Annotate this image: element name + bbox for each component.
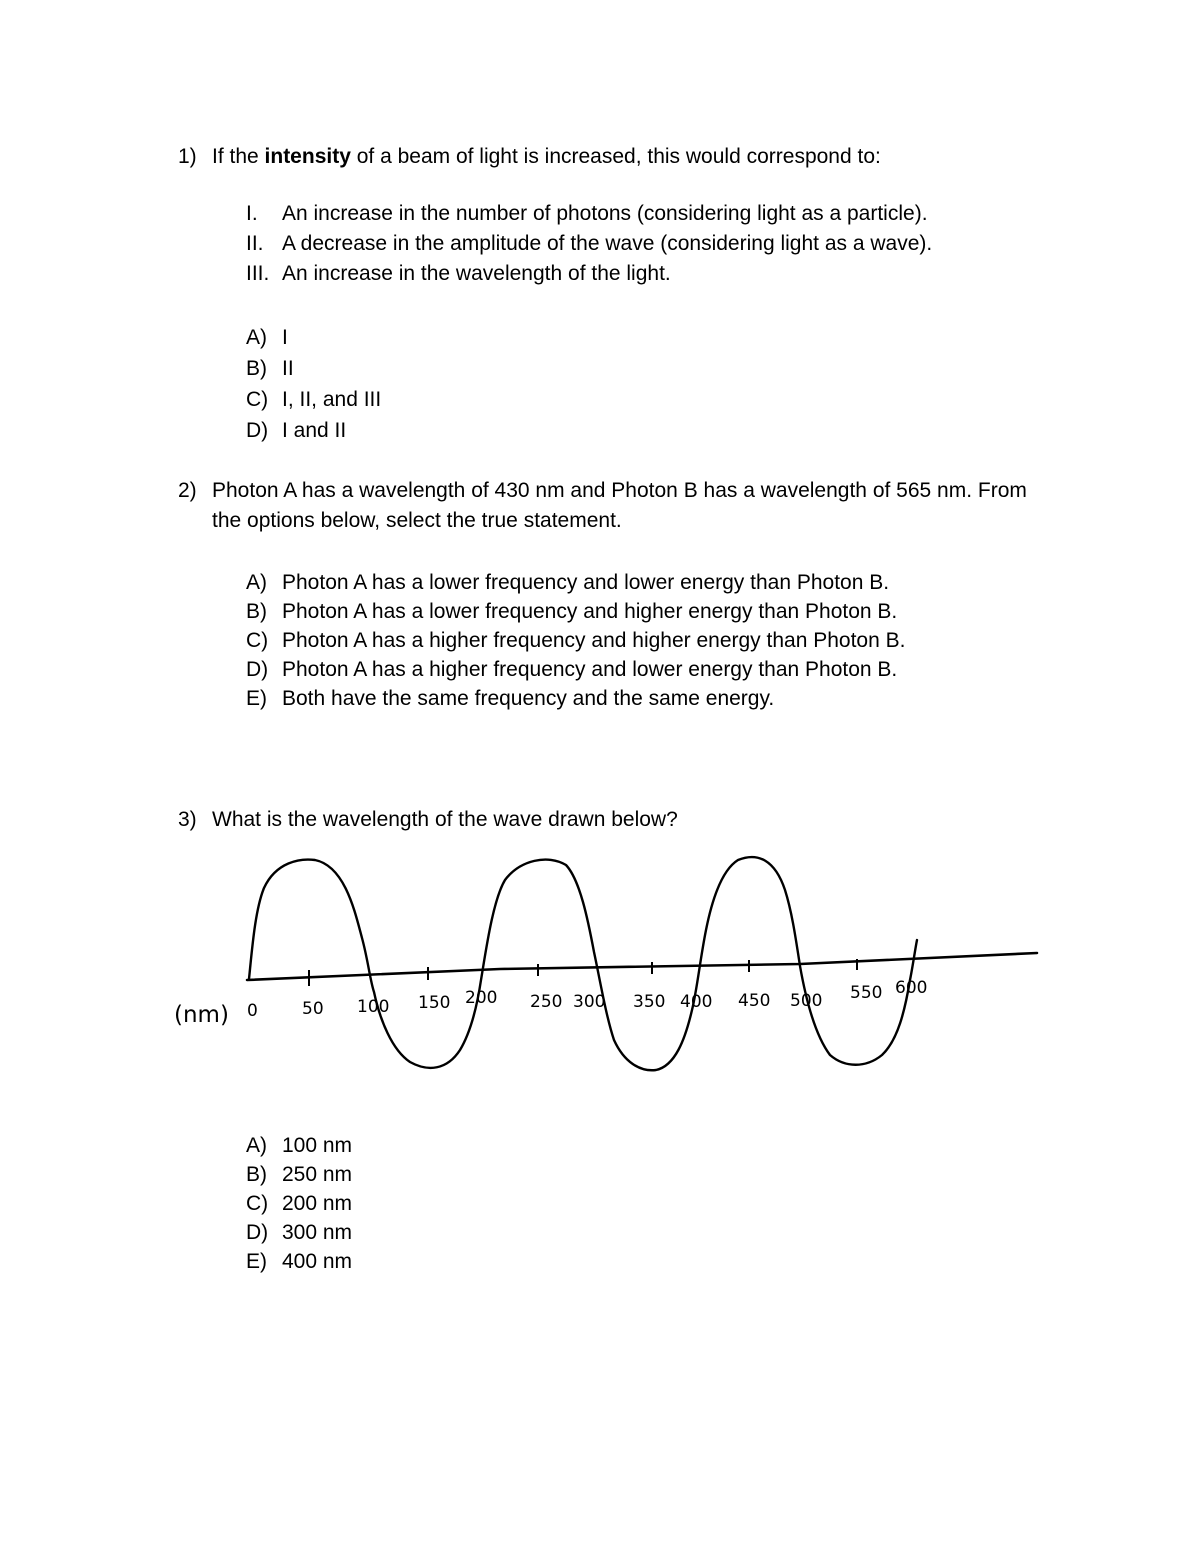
question-number: 1) — [178, 145, 197, 168]
wave-diagram — [0, 840, 1200, 1090]
question-2 — [178, 476, 1052, 536]
tick-label: 400 — [680, 992, 713, 1012]
question-number: 2) — [178, 479, 197, 502]
question-1 — [178, 142, 1052, 172]
statement-item: I. An increase in the number of photons (considering light as a particle). — [246, 202, 928, 225]
option-item[interactable]: B) II — [246, 357, 294, 380]
q3-option-list — [246, 1131, 352, 1276]
option-item[interactable]: C) I, II, and III — [246, 388, 382, 411]
question-text: Photon A has a wavelength of 430 nm and Photon B has a wavelength of 565 nm. From the options below, select the true statement. — [212, 479, 1027, 532]
option-item[interactable]: B) 250 nm — [246, 1163, 353, 1186]
option-item[interactable]: D) Photon A has a higher frequency and lower energy than Photon B. — [246, 658, 898, 681]
intensity-emphasis: intensity — [264, 145, 351, 168]
tick-label: 450 — [738, 991, 771, 1011]
option-item[interactable]: A) Photon A has a lower frequency and lower energy than Photon B. — [246, 571, 890, 594]
question-number: 3) — [178, 808, 197, 831]
statement-item: II. A decrease in the amplitude of the wave (considering light as a wave). — [246, 232, 933, 255]
tick-label: 0 — [247, 1001, 258, 1021]
tick-label: 100 — [357, 997, 390, 1017]
question-text: What is the wavelength of the wave drawn below? — [212, 808, 678, 831]
q2-option-list — [246, 568, 905, 713]
statement-item: III. An increase in the wavelength of the light. — [246, 262, 671, 285]
option-item[interactable]: A) 100 nm — [246, 1134, 353, 1157]
option-item[interactable]: D) I and II — [246, 419, 347, 442]
q1-statement-list — [246, 199, 932, 289]
tick-label: 350 — [633, 992, 666, 1012]
question-3 — [178, 805, 1052, 835]
option-item[interactable]: A) I — [246, 326, 288, 349]
tick-label: 500 — [790, 991, 823, 1011]
question-text: If the intensity of a beam of light is increased, this would correspond to: — [212, 145, 881, 168]
option-item[interactable]: B) Photon A has a lower frequency and higher energy than Photon B. — [246, 600, 898, 623]
option-item[interactable]: E) 400 nm — [246, 1250, 353, 1273]
tick-label: 600 — [895, 978, 928, 998]
tick-label: 300 — [573, 992, 606, 1012]
q1-option-list — [246, 322, 381, 446]
option-item[interactable]: C) 200 nm — [246, 1192, 353, 1215]
unit-label: (nm) — [174, 1002, 229, 1028]
tick-label: 250 — [530, 992, 563, 1012]
tick-label: 150 — [418, 993, 451, 1013]
option-item[interactable]: C) Photon A has a higher frequency and higher energy than Photon B. — [246, 629, 906, 652]
option-item[interactable]: D) 300 nm — [246, 1221, 353, 1244]
tick-label: 50 — [302, 999, 324, 1019]
tick-label: 550 — [850, 983, 883, 1003]
option-item[interactable]: E) Both have the same frequency and the same energy. — [246, 687, 775, 710]
tick-label: 200 — [465, 988, 498, 1008]
